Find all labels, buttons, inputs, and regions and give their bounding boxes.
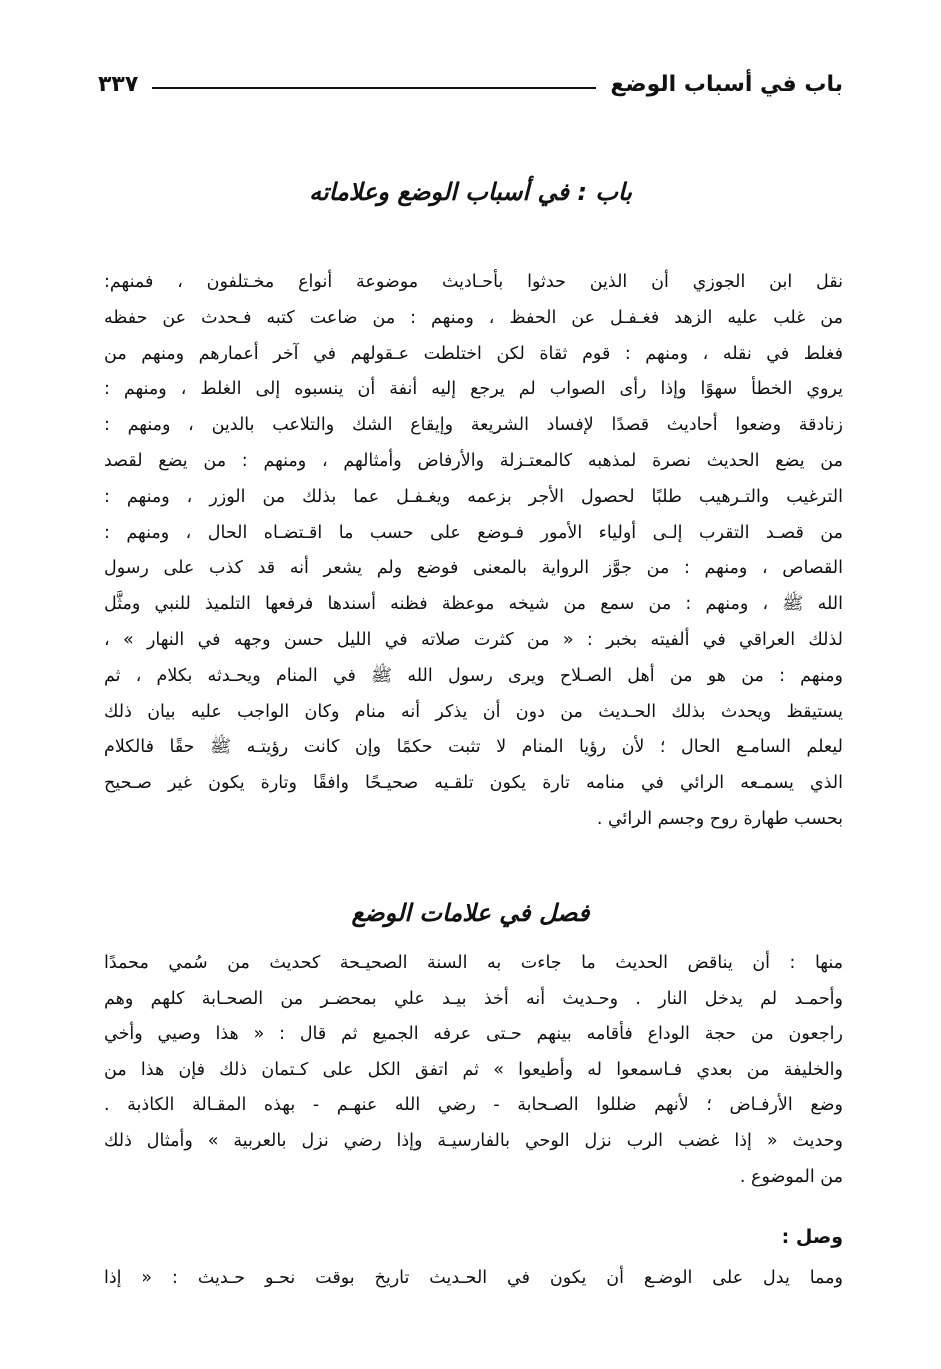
text-line: الذي يسمـعه الرائي في منامه تارة يكون تلقـيه صحيـحًا وافقًا وتارة يكون غير صـحيح bbox=[104, 773, 843, 794]
paragraph-continuation bbox=[104, 1260, 843, 1296]
text-line: الترغيب والتـرهيب طلبًا لحصول الأجر بزعمه ويغـفـل عما بذلك من الوزر ، ومنهم : bbox=[104, 486, 843, 507]
text-line: ومما يدل على الوضـع أن يكون في الحـديث تاريخ بوقت نحـو حـديث : « إذا bbox=[104, 1268, 843, 1288]
running-header bbox=[98, 62, 843, 106]
section-heading-signs: فصل في علامات الوضع bbox=[351, 899, 590, 927]
header-rule bbox=[152, 87, 596, 89]
text-line: لذلك العراقي في ألفيته بخبر : « من كثرت صلاته في الليل حسن وجهه في النهار » ، bbox=[104, 629, 843, 650]
paragraph-signs-of-fabrication bbox=[104, 946, 843, 1195]
running-title: باب في أسباب الوضع bbox=[610, 71, 843, 97]
text-line: وحديث « إذا غضب الرب نزل الوحي بالفارسيـة وإذا رضي نزل بالعربية » وأمثال ذلك bbox=[104, 1130, 843, 1151]
text-line: والخليفة من بعدي فـاسمعوا له وأطيعوا » ثم اتفق الكل على كـتمان ذلك فإن هذا من bbox=[104, 1059, 843, 1080]
text-line: من غلب عليه الزهد فغـفـل عن الحفظ ، ومنهم : من ضاعت كتبه فـحدث عن حفظه bbox=[104, 307, 843, 328]
section-heading-causes: باب : في أسباب الوضع وعلاماته bbox=[309, 178, 632, 206]
text-line: يروي الخطأ سهوًا وإذا رأى الصواب لم يرجع إليه أنفة أن ينسبوه إلى الغلط ، ومنهم : bbox=[104, 379, 843, 400]
text-line: الله ﷺ ، ومنهم : من سمع من شيخه موعظة فظنه أسندها فرفعها التلميذ للنبي ومثَّل bbox=[104, 594, 843, 615]
text-line: من يضع الحديث نصرة لمذهبه كالمعتـزلة والأرفاض وأمثالهم ، ومنهم : من يضع لقصد bbox=[104, 450, 843, 471]
text-line: وأحمـد لم يدخل النار . وحـديث أنه أخذ بيـد علي بمحضـر من الصحـابة كلهم وهم bbox=[104, 988, 843, 1009]
text-line: راجعون من حجة الوداع فأقامه بينهم حـتى عرفه الجميع ثم قال : « هذا وصيي وأخي bbox=[104, 1024, 843, 1045]
text-line: فغلط في نقله ، ومنهم : قوم ثقاة لكن اختلطت عـقولهم في آخر أعمارهم ومنهم من bbox=[104, 343, 843, 364]
text-line: يستيقظ ويحدث بذلك الحـديث من دون أن يذكر أنه منام وكان الواجب عليه بيان ذلك bbox=[104, 701, 843, 722]
text-line: بحسب طهارة روح وجسم الرائي . bbox=[596, 808, 843, 829]
text-line: ليعلم السامـع الحال ؛ لأن رؤيا المنام لا تثبت حكمًا وإن كانت رؤيتـه ﷺ حقًا فالكلام bbox=[104, 737, 843, 758]
text-line: نقل ابن الجوزي أن الذين حدثوا بأحـاديث موضوعة أنواع مخـتلفون ، فمنهم: bbox=[104, 272, 843, 292]
text-line: زنادقة وضعوا أحاديث قصدًا لإفساد الشريعة وإيقاع الشك والتلاعب بالدين ، ومنهم : bbox=[104, 415, 843, 436]
sub-section-label: وصل : bbox=[781, 1226, 843, 1248]
text-line: منها : أن يناقض الحديث ما جاءت به السنة الصحيـحة كحديث من سُمي محمدًا bbox=[104, 953, 843, 973]
text-line: ومنهم : من هو من أهل الصـلاح ويرى رسول الله ﷺ في المنام ويحـدثه بكلام ، ثم bbox=[104, 665, 843, 686]
text-line: القصاص ، ومنهم : من جوَّز الرواية بالمعنى فوضع ولم يشعر أنه قد كذب على رسول bbox=[104, 558, 843, 579]
page-number: ٣٣٧ bbox=[98, 71, 139, 97]
text-line: من قصـد التقرب إلـى أولياء الأمور فـوضع على حسب ما اقـتضـاه الحال ، ومنهم : bbox=[104, 522, 843, 543]
text-line: من الموضوع . bbox=[739, 1166, 843, 1187]
paragraph-causes-of-fabrication bbox=[104, 265, 843, 838]
text-line: وضع الأرفـاض ؛ لأنهم ضللوا الصـحابة - رضي الله عنهـم - بهذه المقـالة الكاذبة . bbox=[104, 1095, 843, 1116]
